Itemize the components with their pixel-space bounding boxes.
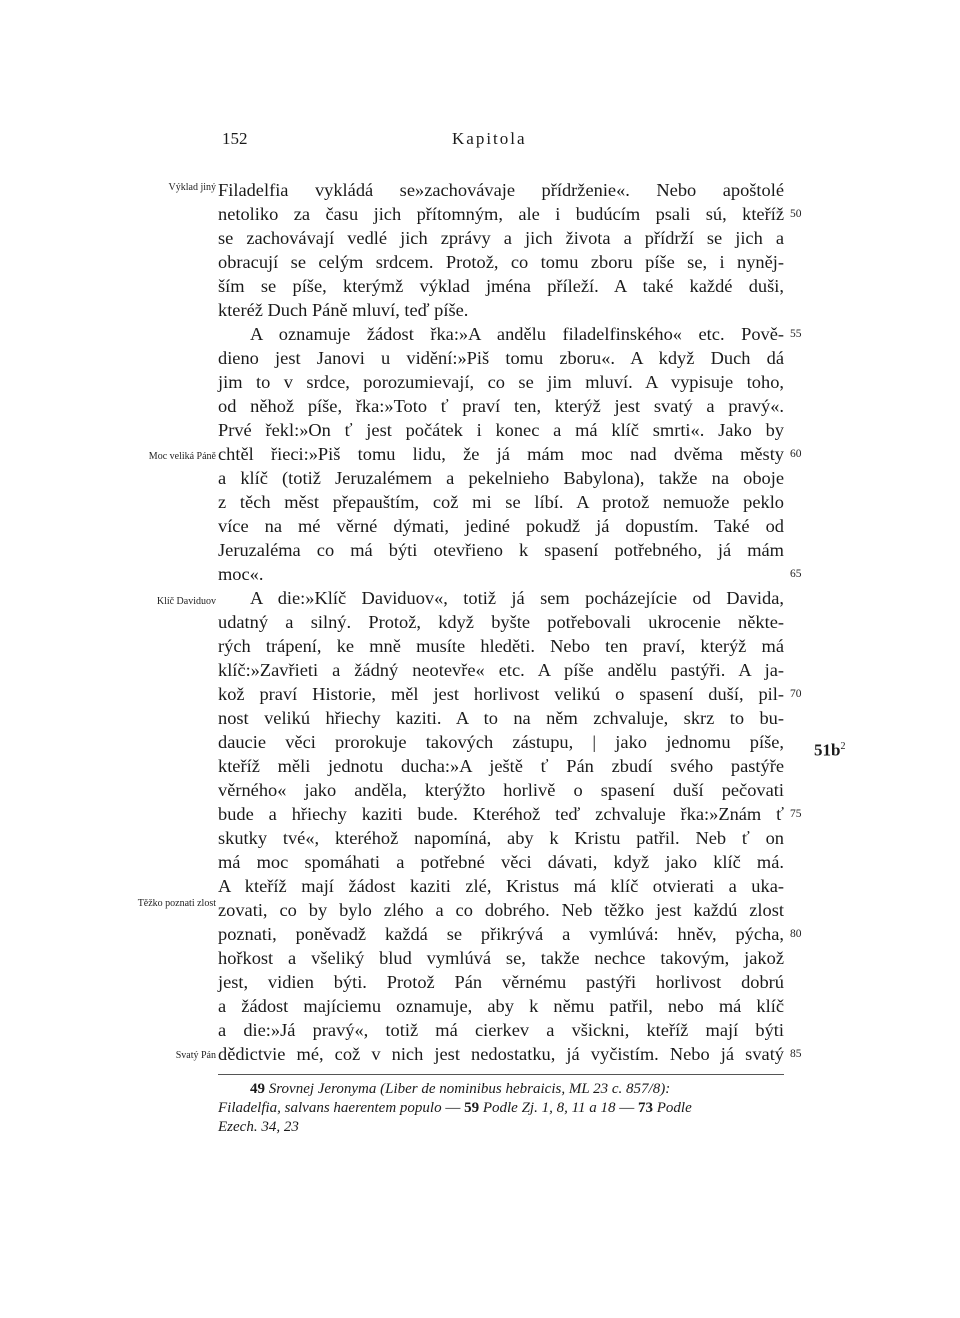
- footnote-line: [218, 1099, 784, 1118]
- text-line: poznati, poněvadž každá se přikrývá a vymlúvá: hněv, pýcha,: [218, 924, 784, 944]
- page-number: 152: [222, 129, 248, 148]
- text-line: netoliko za času jich přítomným, ale i budúcím psali sú, kteříž: [218, 204, 784, 224]
- text-line: daucie věci prorokuje takových zástupu, | jako jednomu píše,: [218, 732, 784, 752]
- line-number: 75: [790, 808, 802, 820]
- text-line: moc«.: [218, 564, 264, 584]
- text-line: hořkost a všeliký blud vymlúvá se, takže nechce takovým, jakož: [218, 948, 784, 968]
- folio-number: 51b: [814, 740, 841, 760]
- footnote-number: 59: [464, 1100, 480, 1116]
- line-number: 60: [790, 448, 802, 460]
- folio-mark: [814, 734, 845, 763]
- footnotes: [218, 1080, 784, 1137]
- footnote-text: Podle Zj. 1, 8, 11 a 18: [479, 1100, 616, 1116]
- text-line: má moc spomáhati a potřebné věci dávati, když jako klíč má.: [218, 852, 784, 872]
- line-number: 55: [790, 328, 802, 340]
- text-line: rých trápení, ke mně musíte hleděti. Nebo ten praví, kterýž má: [218, 636, 784, 656]
- footnote-line: [218, 1118, 784, 1137]
- text-line: jest, vidien býti. Protož Pán věrnému pastýři horlivost dobrú: [218, 972, 784, 992]
- footnote-number: 49: [250, 1081, 265, 1097]
- footnote-text: Srovnej Jeronyma (Liber de nominibus hebraicis, ML 23 c. 857/8):: [268, 1081, 671, 1097]
- margin-note: Výklad jiný: [168, 182, 216, 193]
- margin-note: Svatý Pán: [175, 1050, 216, 1061]
- text-line: Prvé řekl:»On ť jest počátek i konec a má klíč smrti«. Jako by: [218, 420, 784, 440]
- text-line: více na mé věrné dýmati, jediné pokudž já dopustím. Také od: [218, 516, 784, 536]
- line-number: 50: [790, 208, 802, 220]
- text-line: Jeruzaléma co má býti otevřieno k spasení potřebného, já mám: [218, 540, 784, 560]
- text-line: a klíč (totiž Jeruzalémem a pekelnieho Babylona), takže na oboje: [218, 468, 784, 488]
- line-number: 65: [790, 568, 802, 580]
- line-number: 70: [790, 688, 802, 700]
- text-line: A kteříž mají žádost kaziti zlé, Kristus má klíč otvierati a uka-: [218, 876, 784, 896]
- text-line: udatný a silný. Protož, když byšte potřebovali ukrocenie někte-: [218, 612, 784, 632]
- footnote-dash: —: [615, 1100, 638, 1116]
- footnote-text: Filadelfia, salvans haerentem populo: [218, 1100, 442, 1116]
- text-line: dieno jest Janovi u vidění:»Piš tomu zboru«. A když Duch dá: [218, 348, 784, 368]
- text-line: od něhož píše, řka:»Toto ť praví ten, kterýž jest svatý a pravý«.: [218, 396, 784, 416]
- footnote-text: Podle: [652, 1100, 692, 1116]
- text-line: chtěl řieci:»Piš tomu lidu, že já mám moc nad dvěma městy: [218, 444, 784, 464]
- footnote-dash: —: [441, 1100, 465, 1116]
- margin-note: Těžko poznati zlost: [137, 898, 216, 909]
- footnote-line: [218, 1080, 784, 1099]
- page-header: [0, 129, 960, 157]
- text-line: jim to v srdce, porozumievají, co se jim mluví. A vypisuje toho,: [218, 372, 784, 392]
- line-number: 80: [790, 928, 802, 940]
- text-line: zovati, co by bylo zlého a co dobrého. Neb těžko jest každú zlost: [218, 900, 784, 920]
- text-line: skutky tvé«, kteréhož napomíná, aby k Kristu patřil. Neb ť on: [218, 828, 784, 848]
- margin-note: Klíč Daviduov: [156, 596, 216, 607]
- margin-note: Moc veliká Páně: [148, 451, 216, 462]
- line-number: 85: [790, 1048, 802, 1060]
- text-line: z těch měst přepauštím, což mi se líbí. A protož nemuože peklo: [218, 492, 784, 512]
- text-line: věrného« jako anděla, kterýžto horlivě o spasení duší pečovati: [218, 780, 784, 800]
- text-line: obracují se celým srdcem. Protož, co tomu zboru píše se, i nyněj-: [218, 252, 784, 272]
- text-line: se zachovávají vedlé jich zprávy a jich života a přídrží se jich a: [218, 228, 784, 248]
- footnote-number: 73: [637, 1100, 653, 1116]
- text-line: kteréž Duch Páně mluví, teď píše.: [218, 300, 469, 320]
- text-line: bude a hřiechy kaziti bude. Kteréhož teď zchvaluje řka:»Znám ť: [218, 804, 784, 824]
- text-line: kož praví Historie, měl jest horlivost velikú o spasení duší, pil-: [218, 684, 784, 704]
- text-line: a žádost majíciemu oznamuje, aby k němu patřil, nebo má klíč: [218, 996, 784, 1016]
- text-line: A oznamuje žádost řka:»A andělu filadelfinského« etc. Pově-: [250, 324, 784, 344]
- folio-sup: 2: [840, 741, 846, 752]
- text-line: nost velikú hřiechy kaziti. A to na něm zchvaluje, skrz to bu-: [218, 708, 784, 728]
- text-line: ším se píše, kterýmž výklad jména příleží. A také každé duši,: [218, 276, 784, 296]
- text-line: A die:»Klíč Daviduov«, totiž já sem pocházejície od Davida,: [250, 588, 784, 608]
- text-line: Filadelfia vykládá se»zachovávaje přídrženie«. Nebo apoštolé: [218, 180, 784, 200]
- text-line: a die:»Já pravý«, totiž má cierkev a všickni, kteříž mají býti: [218, 1020, 784, 1040]
- running-title: Kapitola: [452, 129, 527, 148]
- text-line: dědictvie mé, což v nich jest nedostatku, já vyčistím. Nebo já svatý: [218, 1044, 784, 1064]
- footnote-divider: [218, 1074, 784, 1075]
- text-line: kteříž měli jednotu ducha:»A ještě ť Pán zbudí svého pastýře: [218, 756, 784, 776]
- footnote-text: Ezech. 34, 23: [218, 1119, 299, 1135]
- text-line: klíč:»Zavřieti a žádný neotevře« etc. A píše andělu pastýři. A ja-: [218, 660, 784, 680]
